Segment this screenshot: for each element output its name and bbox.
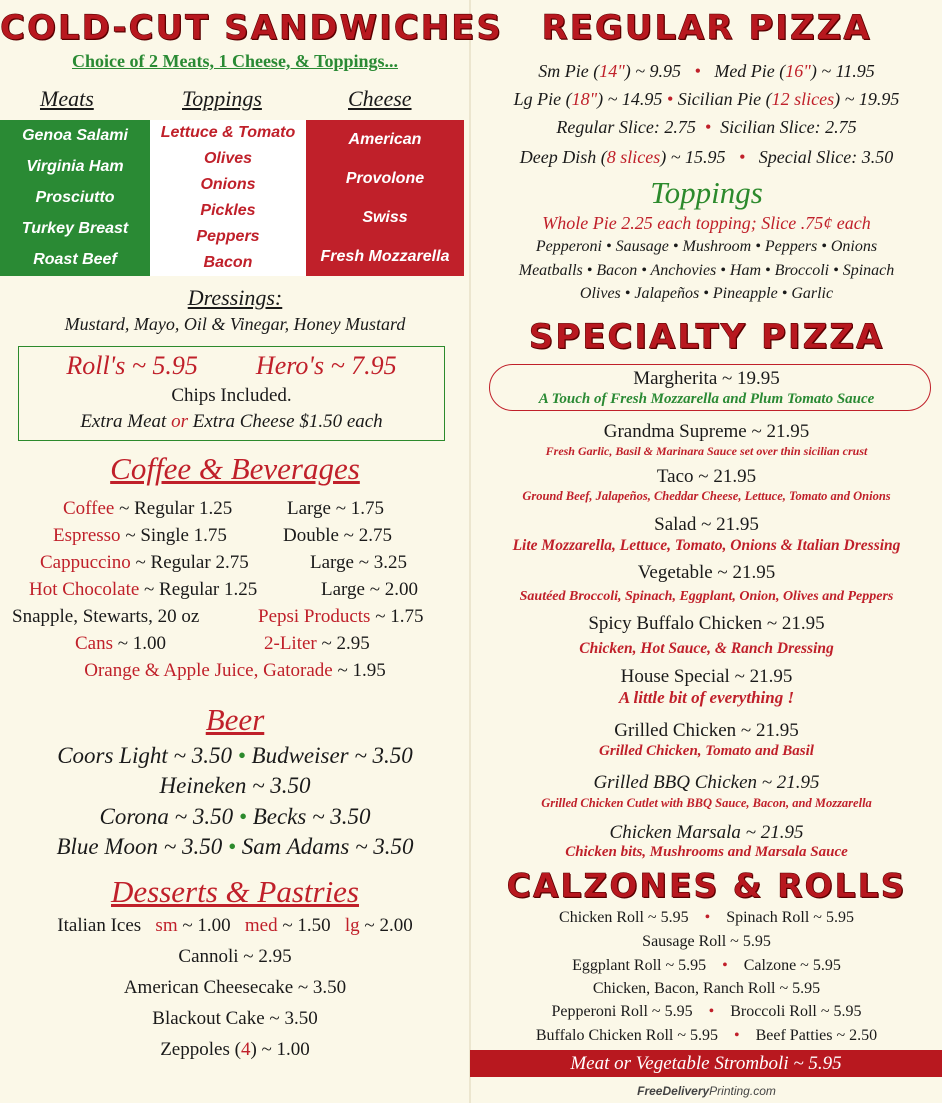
list-item [471, 957, 942, 975]
item: Becks ~ 3.50 [252, 804, 371, 829]
item-price: ) ~ 15.95 [660, 147, 726, 167]
bullet: • [733, 1027, 740, 1044]
item-name: Italian Ices [57, 915, 142, 936]
item-price: ) ~ 19.95 [834, 89, 900, 109]
list-item: Turkey Breast [21, 220, 129, 238]
bullet: • [666, 89, 674, 109]
bullet: • [694, 61, 701, 81]
rolls-heros-box [18, 346, 445, 441]
item: Heineken ~ 3.50 [159, 773, 311, 798]
list-item [0, 834, 470, 860]
item-name: Special Slice: 3.50 [758, 147, 894, 167]
cheese-list [306, 120, 464, 276]
specialty-pizza-title: SPECIALTY PIZZA [528, 317, 885, 357]
item-name: Regular Slice: 2.75 [556, 117, 696, 137]
item: Blue Moon ~ 3.50 [56, 834, 223, 859]
specialty-name: House Special ~ 21.95 [620, 666, 793, 687]
item-price: ) ~ 14.95 [597, 89, 663, 109]
item-price: ~ Regular 1.25 [139, 579, 258, 600]
list-item: Genoa Salami [22, 126, 128, 144]
specialty-name: Grandma Supreme ~ 21.95 [603, 421, 810, 442]
heros-price: Hero's ~ 7.95 [255, 351, 397, 380]
list-item [0, 804, 470, 830]
list-item [310, 552, 407, 574]
cold-cut-headers [0, 86, 470, 114]
specialty-desc: Chicken, Hot Sauce, & Ranch Dressing [579, 640, 834, 657]
list-item [258, 606, 423, 628]
item: Broccoli Roll ~ 5.95 [730, 1003, 862, 1020]
item: Corona ~ 3.50 [99, 804, 234, 829]
item-name: Sicilian Slice: 2.75 [720, 117, 857, 137]
item-name: Cans [75, 633, 113, 654]
extra-text: Extra Cheese $1.50 each [187, 411, 383, 432]
item: Sausage Roll ~ 5.95 [642, 933, 771, 950]
list-item [471, 117, 942, 138]
item-size: 8 slices [606, 147, 661, 167]
specialty-name: Grilled BBQ Chicken ~ 21.95 [593, 772, 820, 793]
item-price: Large ~ 1.75 [287, 498, 384, 519]
toppings-title: Toppings [650, 175, 763, 210]
specialty-name: Salad ~ 21.95 [654, 514, 759, 535]
list-item [0, 773, 470, 799]
item-name: Sm Pie ( [538, 61, 600, 81]
stromboli-banner: Meat or Vegetable Stromboli ~ 5.95 [470, 1050, 942, 1077]
list-item [283, 525, 392, 547]
list-item: Roast Beef [33, 251, 117, 269]
list-item: Cannoli ~ 2.95 [178, 946, 292, 967]
item-name: Coffee [63, 498, 115, 519]
specialty-name: Taco ~ 21.95 [656, 466, 757, 487]
item-name: Pepsi Products [258, 606, 371, 627]
item: Buffalo Chicken Roll ~ 5.95 [535, 1027, 718, 1044]
item-size: 14" [599, 61, 625, 81]
specialty-desc: Fresh Garlic, Basil & Marinara Sauce set over thin sicilian crust [545, 444, 868, 458]
chips-note: Chips Included. [171, 385, 292, 406]
extra-text: Extra Meat [80, 411, 172, 432]
list-item: American [348, 130, 422, 148]
list-item: Lettuce & Tomato [160, 124, 296, 141]
list-item [75, 633, 166, 655]
specialty-name: Margherita ~ 19.95 [633, 368, 780, 389]
item-size: 16" [785, 61, 811, 81]
list-item: American Cheesecake ~ 3.50 [123, 977, 347, 998]
beverages-title: Coffee & Beverages [110, 451, 360, 486]
bullet: • [237, 743, 246, 768]
item-name: Med Pie ( [714, 61, 786, 81]
toppings-header: Toppings [182, 86, 262, 111]
item: Coors Light ~ 3.50 [57, 743, 232, 768]
right-column [471, 0, 942, 1103]
desserts-title: Desserts & Pastries [111, 874, 359, 909]
list-item: Onions [200, 176, 256, 193]
list-item: Prosciutto [35, 188, 115, 206]
item-name: Deep Dish ( [519, 147, 607, 167]
item-name: Zeppoles ( [160, 1039, 241, 1060]
list-item [471, 89, 942, 110]
size-label: med [244, 915, 278, 936]
list-item [40, 552, 249, 574]
list-item: Swiss [362, 208, 408, 226]
calzones-title: CALZONES & ROLLS [506, 866, 907, 905]
footer-text: Printing [709, 1084, 750, 1098]
item-price: Large ~ 3.25 [310, 552, 407, 573]
item: Spinach Roll ~ 5.95 [726, 909, 854, 926]
footer-credit [471, 1084, 942, 1098]
list-item [0, 743, 470, 769]
item-price: ~ 2.95 [316, 633, 370, 654]
list-item [53, 525, 227, 547]
size-label: lg [344, 915, 360, 936]
list-item [264, 633, 370, 655]
item: Calzone ~ 5.95 [743, 957, 841, 974]
footer-text: .com [749, 1084, 776, 1098]
item-price: ) ~ 1.00 [250, 1039, 310, 1060]
list-item [471, 933, 942, 951]
item-price: ~ 1.95 [332, 660, 386, 681]
toppings-line: Meatballs • Bacon • Anchovies • Ham • Broccoli • Spinach [518, 262, 895, 279]
item: Chicken Roll ~ 5.95 [559, 909, 689, 926]
bullet: • [722, 957, 728, 974]
specialty-desc: A little bit of everything ! [618, 688, 795, 707]
extra-note [19, 411, 444, 433]
list-item [471, 909, 942, 927]
beer-title: Beer [205, 702, 265, 737]
item-price: ~ 1.00 [113, 633, 167, 654]
item-price: ~ Regular 2.75 [130, 552, 249, 573]
toppings-list [150, 120, 306, 276]
list-item: Bacon [203, 254, 253, 271]
item-price: ) ~ 9.95 [624, 61, 682, 81]
specialty-desc: Grilled Chicken, Tomato and Basil [599, 743, 814, 759]
list-item: Provolone [345, 169, 425, 187]
specialty-desc: A Touch of Fresh Mozzarella and Plum Tomato Sauce [538, 391, 875, 407]
item: Budweiser ~ 3.50 [251, 743, 413, 768]
dressings-list: Mustard, Mayo, Oil & Vinegar, Honey Mustard [64, 314, 406, 334]
item-price: Large ~ 2.00 [321, 579, 418, 600]
list-item: Virginia Ham [26, 157, 124, 175]
item-name: Hot Chocolate [29, 579, 140, 600]
bullet: • [708, 1003, 715, 1020]
specialty-desc: Lite Mozzarella, Lettuce, Tomato, Onions & Italian Dressing [512, 537, 901, 554]
list-item [0, 1039, 470, 1061]
list-item [29, 579, 257, 601]
specialty-desc: Ground Beef, Jalapeños, Cheddar Cheese, Lettuce, Tomato and Onions [522, 489, 891, 503]
footer-text: FreeDelivery [637, 1084, 710, 1098]
list-item [287, 498, 384, 520]
rolls-price: Roll's ~ 5.95 [66, 351, 198, 380]
item: Pepperoni Roll ~ 5.95 [551, 1003, 693, 1020]
list-item: Peppers [196, 228, 260, 245]
list-item [471, 980, 942, 998]
item-size: 12 slices [771, 89, 835, 109]
list-item: Blackout Cake ~ 3.50 [152, 1008, 318, 1029]
toppings-line: Pepperoni • Sausage • Mushroom • Peppers • Onions [535, 238, 878, 255]
item-name: Sicilian Pie ( [677, 89, 772, 109]
item-name: Snapple, Stewarts, 20 oz [12, 606, 200, 627]
list-item [63, 498, 232, 520]
specialty-desc: Sautéed Broccoli, Spinach, Eggplant, Onion, Olives and Peppers [519, 589, 894, 604]
bullet: • [704, 117, 712, 137]
item-size: 18" [571, 89, 598, 109]
bullet: • [704, 909, 711, 926]
item-name: 2-Liter [264, 633, 317, 654]
item-name: Cappuccino [40, 552, 131, 573]
item: Eggplant Roll ~ 5.95 [572, 957, 707, 974]
list-item [12, 606, 199, 628]
item-price: ~ 1.50 [277, 915, 331, 936]
toppings-price-note: Whole Pie 2.25 each topping; Slice .75¢ each [542, 213, 871, 233]
specialty-desc: Grilled Chicken Cutlet with BBQ Sauce, Bacon, and Mozzarella [541, 796, 872, 810]
bullet: • [738, 147, 746, 167]
cold-cut-title: COLD-CUT SANDWICHES [0, 8, 503, 48]
item-price: ~ 1.00 [177, 915, 231, 936]
item: Sam Adams ~ 3.50 [241, 834, 414, 859]
item-price: ~ Single 1.75 [120, 525, 227, 546]
specialty-name: Grilled Chicken ~ 21.95 [614, 720, 799, 741]
item-price: ) ~ 11.95 [810, 61, 875, 81]
item-name: Orange & Apple Juice, Gatorade [84, 660, 333, 681]
meats-header: Meats [40, 86, 94, 111]
item-name: Lg Pie ( [513, 89, 572, 109]
list-item: Fresh Mozzarella [320, 247, 450, 265]
list-item: Olives [203, 150, 253, 167]
toppings-line: Olives • Jalapeños • Pineapple • Garlic [579, 285, 834, 302]
specialty-name: Vegetable ~ 21.95 [637, 562, 776, 583]
rolls-heros-prices [19, 351, 444, 381]
list-item: Pickles [200, 202, 256, 219]
item-price: ~ 1.75 [370, 606, 424, 627]
meats-list [0, 120, 150, 276]
item-price: Double ~ 2.75 [283, 525, 392, 546]
cheese-header: Cheese [348, 86, 412, 111]
list-item [321, 579, 418, 601]
item: Chicken, Bacon, Ranch Roll ~ 5.95 [592, 980, 821, 997]
size-label: sm [155, 915, 178, 936]
item-price: ~ 2.00 [359, 915, 413, 936]
item-name: Espresso [53, 525, 121, 546]
extra-or: or [171, 411, 188, 432]
list-item [471, 147, 942, 168]
specialty-name: Spicy Buffalo Chicken ~ 21.95 [588, 613, 825, 634]
list-item [471, 1027, 942, 1045]
list-item [471, 1003, 942, 1021]
list-item [0, 660, 470, 682]
specialty-name: Chicken Marsala ~ 21.95 [609, 822, 804, 843]
item-count: 4 [240, 1039, 251, 1060]
item: Beef Patties ~ 2.50 [755, 1027, 878, 1044]
cold-cut-subtitle: Choice of 2 Meats, 1 Cheese, & Toppings... [71, 51, 398, 71]
specialty-desc: Chicken bits, Mushrooms and Marsala Sauce [565, 844, 848, 860]
regular-pizza-title: REGULAR PIZZA [541, 8, 872, 48]
list-item [471, 61, 942, 82]
dressings-header: Dressings: [187, 285, 283, 310]
item-price: ~ Regular 1.25 [114, 498, 233, 519]
list-item [0, 915, 470, 937]
bullet: • [238, 804, 247, 829]
bullet: • [227, 834, 237, 859]
